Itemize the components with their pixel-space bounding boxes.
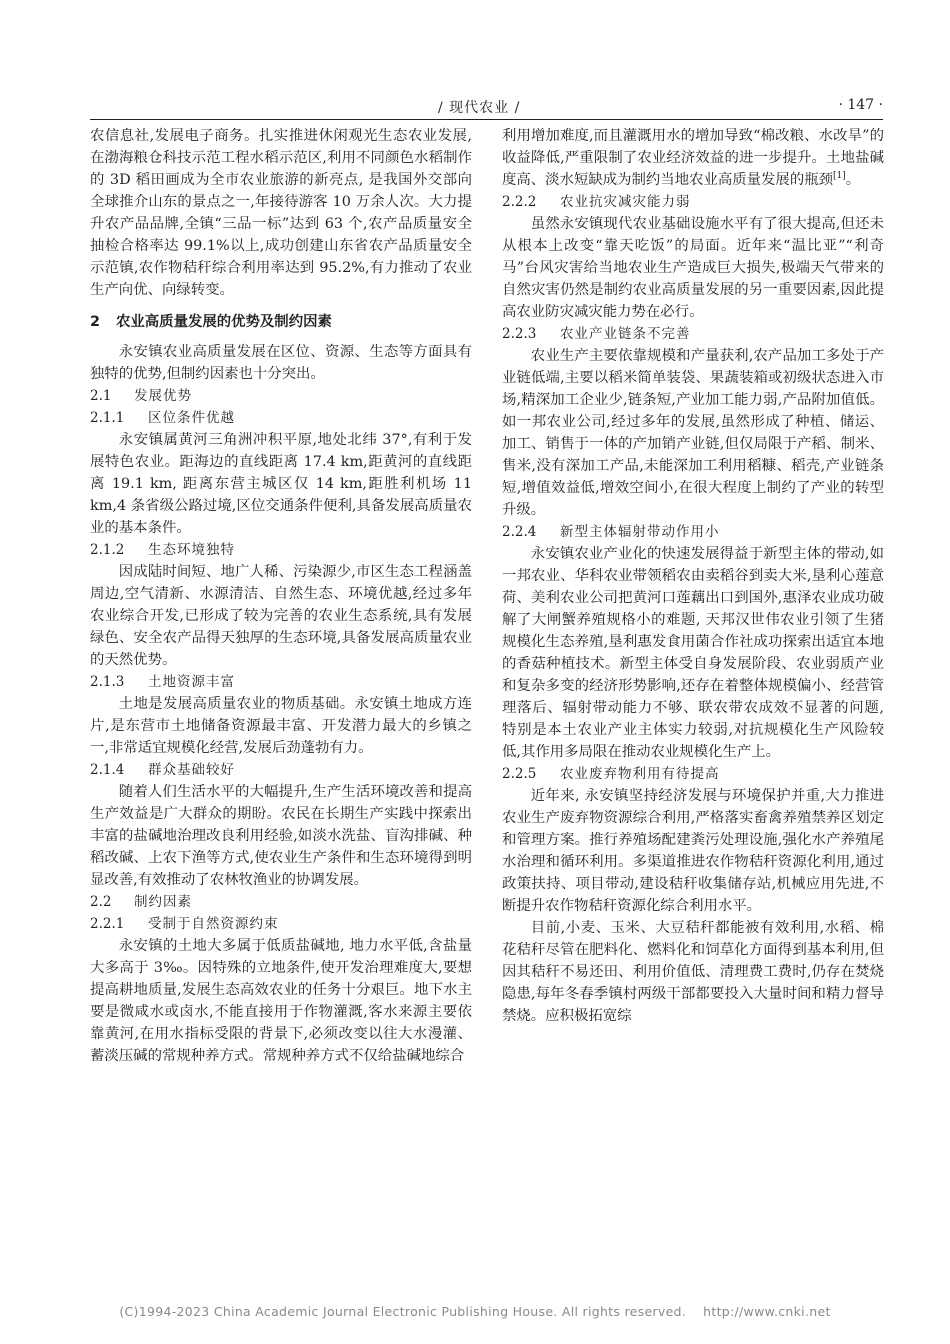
subsection-heading — [90, 913, 472, 935]
subsection-title: 发展优势 — [134, 388, 192, 404]
paragraph: 农业生产主要依靠规模和产量获利,农产品加工多处于产业链低端,主要以稻米简单装袋、果蔬装箱或初级状态进入市场,精深加工企业少,链条短,产业加工能力弱,产品附加值低。如一邦农业公司,经过多年的发展,虽然形成了种植、储运、加工、销售于一体的产加销产业链,但仅局限于产稻、制米、售米,没有深加工产品,未能深加工利用稻糠、稻壳,产业链条短,增值效益低,增效空间小,在很大程度上制约了产业的转型升级。 — [502, 348, 884, 518]
paragraph-continued — [502, 125, 884, 191]
subsection-title: 生态环境独特 — [148, 542, 235, 558]
page-header — [90, 97, 883, 119]
subsection-number: 2.2.5 — [502, 766, 537, 782]
subsection-heading — [90, 407, 472, 429]
subsection-number: 2.1.4 — [90, 762, 125, 778]
paragraph-end: 。 — [845, 172, 861, 188]
paragraph: 永安镇农业高质量发展在区位、资源、生态等方面具有独特的优势,但制约因素也十分突出。 — [90, 344, 472, 382]
subsection-number: 2.1 — [90, 388, 112, 404]
subsection-number: 2.2.3 — [502, 326, 537, 342]
subsection-title: 区位条件优越 — [148, 410, 235, 426]
section-number: 2 — [90, 314, 101, 330]
left-column — [90, 125, 472, 1067]
subsection-title: 新型主体辐射带动作用小 — [560, 524, 720, 540]
section-title: 农业高质量发展的优势及制约因素 — [116, 314, 332, 330]
page-number: · 147 · — [838, 97, 883, 113]
subsection-heading — [502, 521, 884, 543]
subsection-heading — [90, 759, 472, 781]
copyright-footer: (C)1994-2023 China Academic Journal Electronic Publishing House. All rights reserved. http://www.cnki.net — [119, 1304, 831, 1319]
header-rule — [90, 119, 883, 120]
paragraph: 因成陆时间短、地广人稀、污染源少,市区生态工程涵盖周边,空气清新、水源清洁、自然生态、环境优越,经过多年农业综合开发,已形成了较为完善的农业生态系统,具有发展绿色、安全农产品得天独厚的生态环境,具备发展高质量农业的天然优势。 — [90, 564, 472, 668]
subsection-title: 土地资源丰富 — [148, 674, 235, 690]
paragraph: 随着人们生活水平的大幅提升,生产生活环境改善和提高生产效益是广大群众的期盼。农民在长期生产实践中探索出丰富的盐碱地治理改良利用经验,如淡水洗盐、盲沟排碱、种稻改碱、上农下渔等方式,使农业生产条件和生态环境得到明显改善,有效推动了农林牧渔业的协调发展。 — [90, 784, 472, 888]
citation-ref: [1] — [833, 171, 846, 182]
subsection-title: 制约因素 — [134, 894, 192, 910]
subsection-title: 农业废弃物利用有待提高 — [560, 766, 720, 782]
subsection-number: 2.2.1 — [90, 916, 125, 932]
subsection-heading — [502, 191, 884, 213]
paragraph: 目前,小麦、玉米、大豆秸秆都能被有效利用,水稻、棉花秸秆尽管在肥料化、燃料化和饲草化方面得到基本利用,但因其秸秆不易还田、利用价值低、清理费工费时,仍存在焚烧隐患,每年冬春季镇村两级干部都要投入大量时间和精力督导禁烧。应积极拓宽综 — [502, 920, 884, 1024]
subsection-title: 农业产业链条不完善 — [560, 326, 691, 342]
subsection-heading — [90, 891, 472, 913]
paragraph: 土地是发展高质量农业的物质基础。永安镇土地成方连片,是东营市土地储备资源最丰富、开发潜力最大的乡镇之一,非常适宜规模化经营,发展后劲蓬勃有力。 — [90, 696, 472, 756]
subsection-heading — [502, 763, 884, 785]
subsection-number: 2.2 — [90, 894, 112, 910]
paragraph: 永安镇的土地大多属于低质盐碱地, 地力水平低,含盐量大多高于 3‰。因特殊的立地条件,使开发治理难度大,要想提高耕地质量,发展生态高效农业的任务十分艰巨。地下水主要是微咸水或卤水,不能直接用于作物灌溉,客水来源主要依靠黄河,在用水指标受限的背景下,必须改变以往大水漫灌、蓄淡压碱的常规种养方式。常规种养方式不仅给盐碱地综合 — [90, 938, 472, 1064]
paragraph: 虽然永安镇现代农业基础设施水平有了很大提高,但还未从根本上改变“靠天吃饭”的局面。近年来“温比亚”“利奇马”台风灾害给当地农业生产造成巨大损失,极端天气带来的自然灾害仍然是制约农业高质量发展的另一重要因素,因此提高农业防灾减灾能力势在必行。 — [502, 216, 884, 320]
subsection-number: 2.1.2 — [90, 542, 125, 558]
subsection-title: 受制于自然资源约束 — [148, 916, 279, 932]
journal-name: / 现代农业 / — [438, 100, 521, 116]
subsection-heading — [90, 385, 472, 407]
subsection-number: 2.1.3 — [90, 674, 125, 690]
subsection-number: 2.2.2 — [502, 194, 537, 210]
subsection-number: 2.2.4 — [502, 524, 537, 540]
paragraph: 永安镇农业产业化的快速发展得益于新型主体的带动,如一邦农业、华科农业带领稻农由卖稻谷到卖大米,垦利心莲意荷、美利农业公司把黄河口莲藕出口到国外,惠泽农业成功破解了大闸蟹养殖规格小的难题, 天邦汉世伟农业引领了生猪规模化生态养殖,垦利惠发食用菌合作社成功探索出适宜本地的香菇种植技术。新型主体受自身发展阶段、农业弱质产业和复杂多变的经济形势影响,还存在着整体规模偏小、经营管理落后、辐射带动能力不够、联农带农成效不显著的问题, 特别是本土农业产业主体实力较弱,对抗规模化生产风险较低,其作用多局限在推动农业规模化生产上。 — [502, 546, 884, 760]
paragraph: 农信息社,发展电子商务。扎实推进休闲观光生态农业发展,在渤海粮仓科技示范工程水稻示范区,利用不同颜色水稻制作的 3D 稻田画成为全市农业旅游的新亮点, 是我国外交部向全球推介山东的景点之一,年接待游客 10 万余人次。大力提升农产品品牌,全镇“三品一标”达到 63 个,农产品质量安全抽检合格率达 99.1%以上,成功创建山东省农产品质量安全示范镇,农作物秸秆综合利用率达到 95.2%,有力推动了农业生产向优、向绿转变。 — [90, 128, 472, 298]
subsection-number: 2.1.1 — [90, 410, 125, 426]
subsection-title: 农业抗灾减灾能力弱 — [560, 194, 691, 210]
subsection-title: 群众基础较好 — [148, 762, 235, 778]
paragraph: 近年来, 永安镇坚持经济发展与环境保护并重,大力推进农业生产废弃物资源综合利用,严格落实畜禽养殖禁养区划定和管理方案。推行养殖场配建粪污处理设施,强化水产养殖尾水治理和循环利用。多渠道推进农作物秸秆资源化利用,通过政策扶持、项目带动,建设秸秆收集储存站,机械应用先进,不断提升农作物秸秆资源化综合利用水平。 — [502, 788, 884, 914]
subsection-heading — [90, 671, 472, 693]
subsection-heading — [502, 323, 884, 345]
right-column — [502, 125, 884, 1027]
paragraph: 永安镇属黄河三角洲冲积平原,地处北纬 37°,有利于发展特色农业。距海边的直线距离 17.4 km,距黄河的直线距离 19.1 km, 距离东营主城区仅 14 km,距胜利机场 11 km,4 条省级公路过境,区位交通条件便利,具备发展高质量农业的基本条件。 — [90, 432, 472, 536]
paragraph-text: 利用增加难度,而且灌溉用水的增加导致“棉改粮、水改旱”的收益降低,严重限制了农业经济效益的进一步提升。土地盐碱度高、淡水短缺成为制约当地农业高质量发展的瓶颈 — [502, 128, 884, 188]
section-heading — [90, 311, 472, 333]
subsection-heading — [90, 539, 472, 561]
